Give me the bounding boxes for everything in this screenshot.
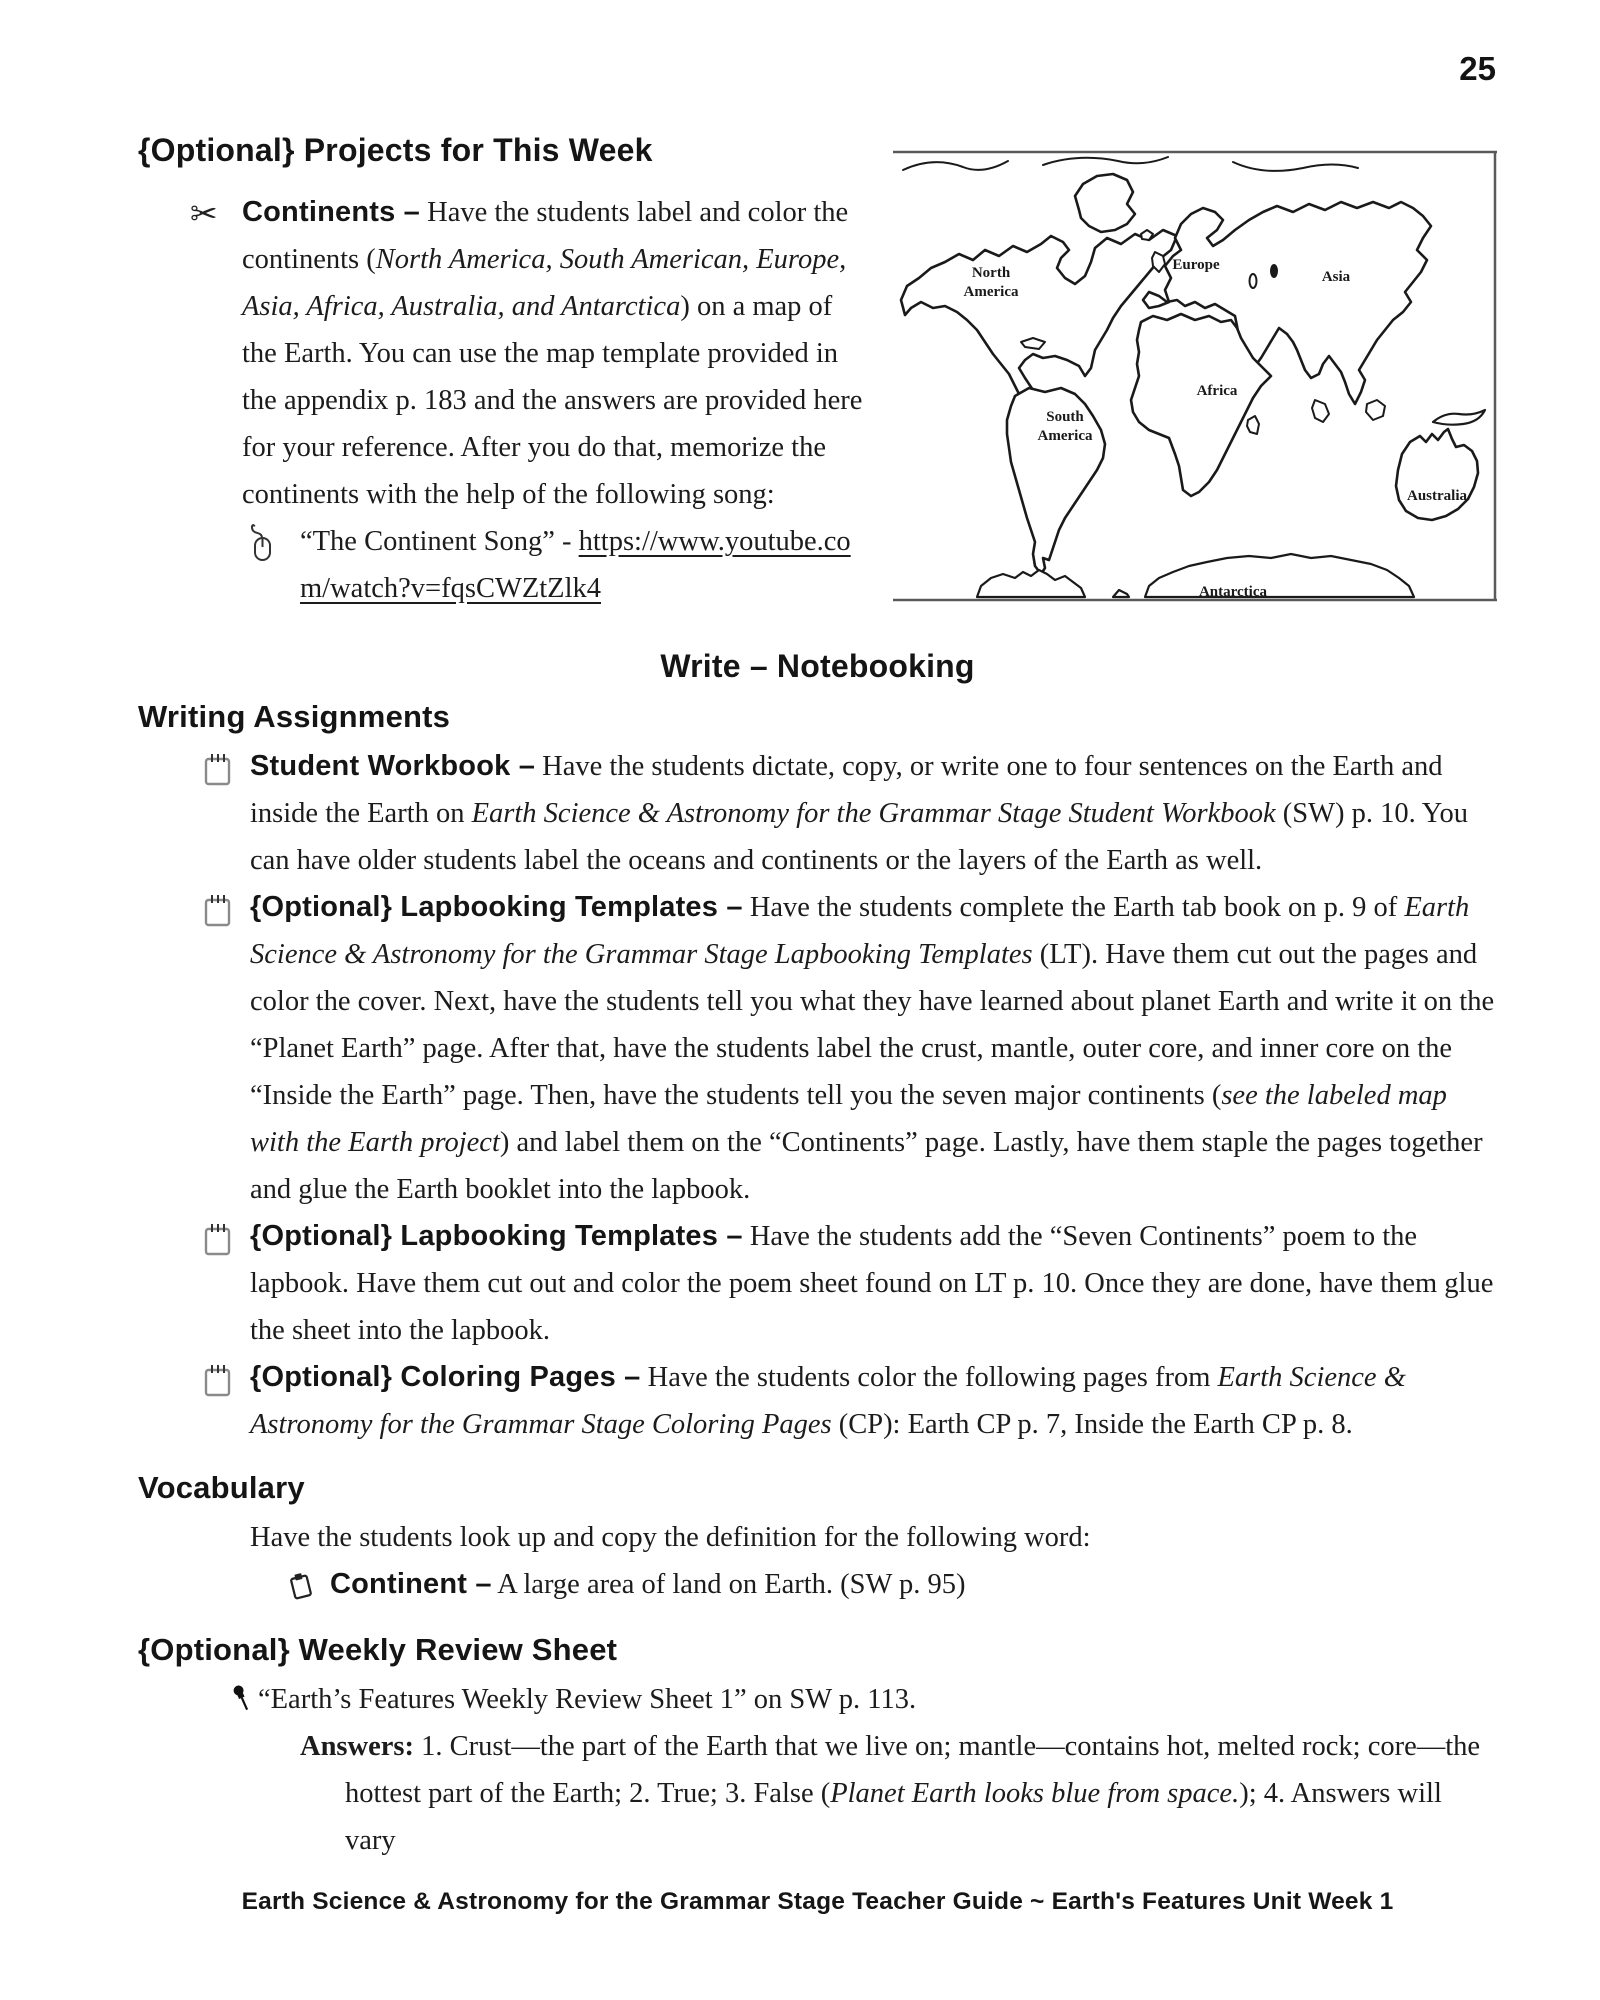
map-label-south-america: South [1046, 409, 1084, 425]
heading-weekly-review: {Optional} Weekly Review Sheet [138, 1632, 618, 1667]
map-label-antarctica: Antarctica [1198, 584, 1268, 600]
map-label-asia: Asia [1321, 269, 1351, 285]
assignment-label: Student Workbook – [250, 750, 536, 782]
map-label-north-america: North [971, 265, 1011, 281]
weekly-review-item [228, 1676, 1497, 1723]
map-greenland [1075, 174, 1135, 232]
map-madagascar [1247, 416, 1259, 434]
assignment-lapbooking-2: {Optional} Lapbooking Templates – Have the students add the “Seven Continents” poem to the lapbook. Have them cut out and color the poem sheet found on LT p. 10. Once they are done, have them glue the sheet into the lapbook. [202, 1213, 1497, 1354]
scissors-icon: ✂ [190, 194, 218, 233]
continents-project-text: Continents – Have the students label and color the continents (North America, South American, Europe, Asia, Africa, Australia, and Antarctica) on a map of the Earth. You can use the map template provided in the appendix p. 183 and the answers are provided here for your reference. After you do that, memorize the continents with the help of the following song: [242, 196, 863, 510]
continents-label: Continents – [242, 196, 421, 228]
world-map-image [893, 150, 1497, 602]
answers-label: Answers: [300, 1731, 414, 1762]
pushpin-icon [228, 1676, 258, 1721]
assignment-label: {Optional} Coloring Pages – [250, 1361, 641, 1393]
notepad-icon [202, 1213, 250, 1264]
map-label-africa: Africa [1196, 383, 1238, 399]
map-antarctica [977, 570, 1085, 597]
heading-vocabulary: Vocabulary [138, 1470, 305, 1505]
assignment-student-workbook: Student Workbook – Have the students dictate, copy, or write one to four sentences on the Earth and inside the Earth on Earth Science & Astronomy for the Grammar Stage Student Workbook (SW) p. 10. You can have older students label the oceans and continents or the layers of the Earth as well. [202, 743, 1497, 884]
clipboard-icon [285, 1561, 330, 1610]
weekly-review-text: “Earth’s Features Weekly Review Sheet 1” on SW p. 113. [258, 1684, 917, 1715]
svg-text:America: America [1037, 428, 1093, 444]
heading-write-notebooking: Write – Notebooking [660, 648, 975, 684]
notepad-icon [202, 884, 250, 935]
notepad-icon [202, 1354, 250, 1405]
weekly-review-answers: Answers: 1. Crust—the part of the Earth that we live on; mantle—contains hot, melted rock; core—the hottest part of the Earth; 2. True; 3. False (Planet Earth looks blue from space.); 4. Answers will vary [300, 1731, 1481, 1856]
svg-text:America: America [963, 284, 1019, 300]
world-map-figure [893, 150, 1497, 602]
continents-project-item [190, 189, 867, 518]
map-new-guinea [1433, 410, 1485, 425]
map-australia [1396, 429, 1478, 520]
map-iceland [1141, 230, 1153, 240]
map-label-australia: Australia [1407, 488, 1467, 504]
vocabulary-term-item: Continent – A large area of land on Earth. (SW p. 95) [285, 1561, 1497, 1610]
mouse-icon [243, 518, 300, 571]
page-number: 25 [1459, 50, 1496, 87]
heading-writing-assignments: Writing Assignments [138, 699, 451, 734]
assignment-label: {Optional} Lapbooking Templates – [250, 1220, 743, 1252]
continent-song-text: “The Continent Song” - https://www.youtube.com/watch?v=fqsCWZtZlk4 [300, 526, 851, 604]
vocabulary-intro: Have the students look up and copy the definition for the following word: [250, 1522, 1091, 1553]
continent-song-item [243, 518, 867, 612]
map-uk [1152, 252, 1165, 272]
assignment-lapbooking-1: {Optional} Lapbooking Templates – Have the students complete the Earth tab book on p. 9 of Earth Science & Astronomy for the Grammar Stage Lapbooking Templates (LT). Have them cut out the pages and color the cover. Next, have the students tell you what they have learned about planet Earth and write it on the “Planet Earth” page. After that, have the students label the crust, mantle, outer core, and inner core on the “Inside the Earth” page. Then, have the students tell you the seven major continents (see the labeled map with the Earth project) and label them on the “Continents” page. Lastly, have them staple the pages together and glue the Earth booklet into the lapbook. [202, 884, 1497, 1213]
song-link[interactable]: https://www.youtube.com/watch?v=fqsCWZtZlk4 [300, 526, 851, 604]
vocabulary-term-label: Continent – [330, 1568, 492, 1600]
notepad-icon [202, 743, 250, 794]
assignment-coloring-pages: {Optional} Coloring Pages – Have the students color the following pages from Earth Science & Astronomy for the Grammar Stage Coloring Pages (CP): Earth CP p. 7, Inside the Earth CP p. 8. [202, 1354, 1497, 1448]
map-label-europe: Europe [1172, 257, 1220, 273]
heading-optional-projects: {Optional} Projects for This Week [138, 132, 653, 168]
assignment-label: {Optional} Lapbooking Templates – [250, 891, 743, 923]
page-footer: Earth Science & Astronomy for the Grammar Stage Teacher Guide ~ Earth's Features Unit Week 1 [241, 1888, 1394, 1915]
